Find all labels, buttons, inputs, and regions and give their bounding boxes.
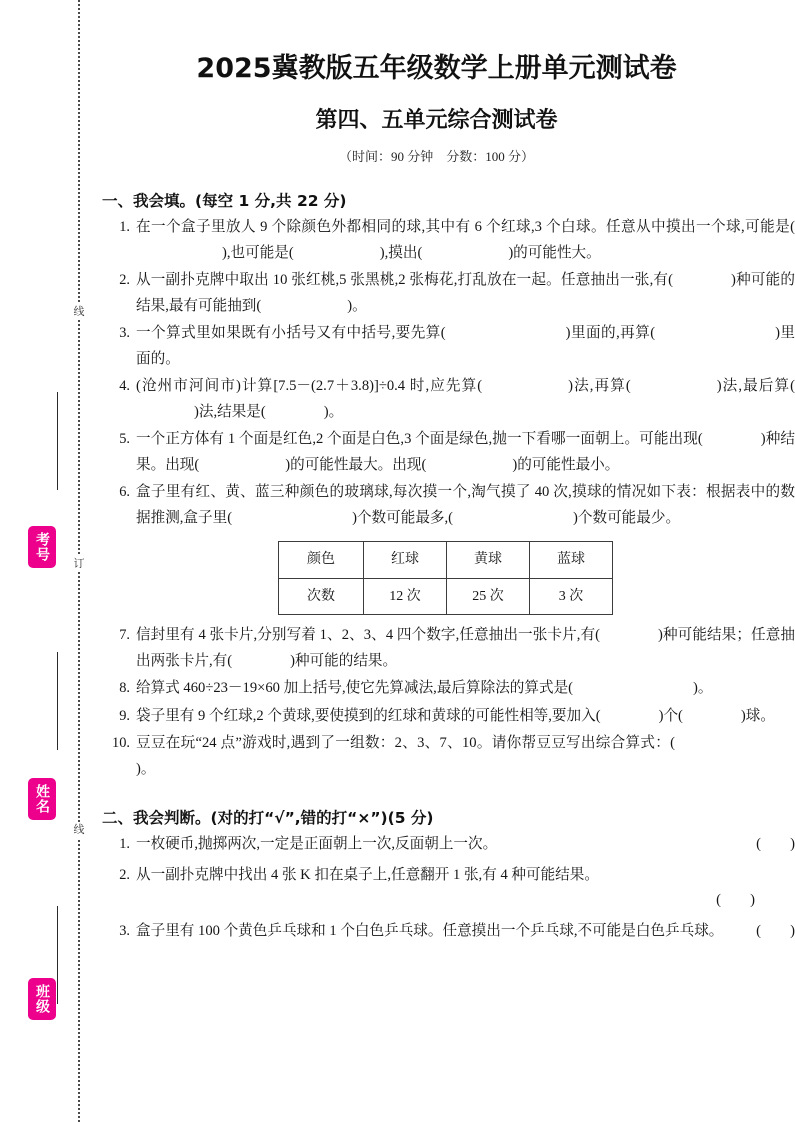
question-text-run: )的可能性大。 (508, 244, 601, 261)
question-text (136, 321, 795, 372)
seal-margin (0, 0, 100, 1122)
seal-badge-name (28, 778, 56, 820)
question-text (136, 704, 795, 730)
question-number: 6. (119, 484, 130, 500)
question-text (136, 731, 795, 782)
table-header-cell: 红球 (364, 542, 447, 579)
question-text-run: )个( (658, 707, 683, 724)
judge-question (100, 832, 795, 858)
fill-question-list (100, 215, 795, 782)
question-text (136, 623, 795, 674)
seal-rule-3 (57, 906, 58, 1004)
section-heading-fill: 一、我会填。(每空 1 分,共 22 分) (102, 192, 347, 210)
fill-question (100, 321, 795, 372)
seal-badge-exam-number-label: 考号 (34, 532, 50, 562)
question-text (136, 832, 795, 858)
true-false-answer-box[interactable]: ( ) (756, 836, 795, 852)
question-number: 5. (119, 431, 130, 447)
fill-question (100, 480, 795, 615)
question-text-run: ),摸出( (379, 244, 423, 261)
seal-char-line-bottom: 线 (69, 822, 89, 838)
question-number: 9. (119, 707, 130, 724)
question-text-run: 信封里有 4 张卡片,分别写着 1、2、3、4 四个数字,任意抽出一张卡片,有( (136, 627, 601, 643)
judge-question (100, 863, 795, 914)
question-text-run: 一个正方体有 1 个面是红色,2 个面是白色,3 个面是绿色,抛一下看哪一面朝上。可能出现( (136, 431, 703, 447)
seal-char-line-top: 线 (69, 304, 89, 320)
question-text-run: 盒子里有红、黄、蓝三种颜色的玻璃球,每次摸一个,淘气摸了 40 次,摸球的情况如下表：根据表中的数据推测,盒子里( (136, 484, 795, 526)
question-text-run: )个数可能最少。 (573, 509, 681, 526)
question-text-run: )。 (347, 297, 367, 314)
question-text-run: )的可能性最小。 (512, 456, 620, 473)
true-false-answer-row (136, 888, 795, 914)
question-text (136, 919, 795, 945)
question-text (136, 676, 795, 702)
fill-question (100, 623, 795, 674)
question-number: 4. (119, 378, 130, 394)
fill-question (100, 215, 795, 266)
fill-question (100, 427, 795, 478)
table-header-cell: 颜色 (279, 542, 364, 579)
question-number: 10. (112, 735, 130, 751)
question-text-run: )种可能的结果。 (290, 652, 398, 669)
question-text-run: )的可能性最大。出现( (285, 456, 427, 473)
question-text-run: ),也可能是( (222, 244, 294, 261)
table-cell: 次数 (279, 578, 364, 615)
table-cell: 3 次 (530, 578, 613, 615)
question-number: 2. (119, 272, 130, 288)
seal-char-bind: 订 (69, 556, 89, 572)
table-row (279, 578, 613, 615)
question-text-run: 豆豆在玩“24 点”游戏时,遇到了一组数：2、3、7、10。请你帮豆豆写出综合算式：( (136, 735, 675, 751)
question-text-run: )。 (136, 760, 156, 777)
judge-question (100, 919, 795, 945)
question-text (136, 374, 795, 425)
question-number: 2. (119, 866, 130, 883)
question-number: 3. (119, 325, 130, 341)
question-number: 7. (119, 627, 130, 643)
question-text-run: 从一副扑克牌中取出 10 张红桃,5 张黑桃,2 张梅花,打乱放在一起。任意抽出一张,有( (136, 272, 674, 288)
fill-question (100, 676, 795, 702)
table-cell: 25 次 (447, 578, 530, 615)
question-text-run: (沧州市河间市)计算[7.5－(2.7＋3.8)]÷0.4 时,应先算( (136, 378, 483, 394)
seal-badge-name-label: 姓名 (34, 784, 50, 814)
question-text-run: )。 (693, 680, 713, 696)
question-text-run: )法,再算( (568, 378, 631, 394)
judge-question-list (100, 832, 795, 944)
seal-rule-2 (57, 652, 58, 750)
question-text-run: )种可能的结果,最有可能抽到( (136, 272, 795, 314)
question-text-run: 在一个盒子里放人 9 个除颜色外都相同的球,其中有 6 个红球,3 个白球。任意从中摸出一个球,可能是( (136, 219, 795, 235)
table-header-cell: 黄球 (447, 542, 530, 579)
fill-question (100, 731, 795, 782)
question-text (136, 427, 795, 478)
seal-rule-1 (57, 392, 58, 490)
seal-badge-class-label: 班级 (34, 984, 50, 1014)
paper-content (100, 0, 795, 1122)
section-heading-judge: 二、我会判断。(对的打“√”,错的打“×”)(5 分) (102, 809, 434, 827)
fill-question (100, 704, 795, 730)
question-text-run: 盒子里有 100 个黄色乒乓球和 1 个白色乒乓球。任意摸出一个乒乓球,不可能是白色乒乓球。 (136, 922, 724, 939)
table-cell: 12 次 (364, 578, 447, 615)
question-text-run: )法,最后算( (716, 378, 795, 394)
question-text-run: 一个算式里如果既有小括号又有中括号,要先算( (136, 325, 446, 341)
page-meta: （时间：90 分钟 分数：100 分） (338, 149, 534, 164)
ball-draw-table-wrapper (136, 541, 795, 615)
fill-question (100, 268, 795, 319)
question-number: 3. (119, 922, 130, 939)
question-number: 1. (119, 219, 130, 235)
question-text-run: 一枚硬币,抛掷两次,一定是正面朝上一次,反面朝上一次。 (136, 836, 498, 852)
question-text-run: )里面的,再算( (565, 325, 656, 341)
question-text-run: )法,结果是( (194, 403, 266, 420)
question-text-run: )球。 (740, 707, 775, 724)
true-false-answer-box[interactable]: ( ) (716, 892, 755, 908)
question-number: 8. (119, 680, 130, 696)
question-text-run: 给算式 460÷23－19×60 加上括号,使它先算减法,最后算除法的算式是( (136, 680, 574, 696)
seal-badge-exam-number (28, 526, 56, 568)
question-text-run: )个数可能最多,( (352, 509, 454, 526)
question-text (136, 863, 795, 889)
fill-question (100, 374, 795, 425)
page-subtitle: 第四、五单元综合测试卷 (315, 108, 558, 133)
seal-badge-class (28, 978, 56, 1020)
table-header-cell: 蓝球 (530, 542, 613, 579)
question-text (136, 215, 795, 266)
ball-draw-table (278, 541, 613, 615)
question-text (136, 480, 795, 531)
page-title: 2025冀教版五年级数学上册单元测试卷 (196, 53, 677, 84)
question-text-run: 从一副扑克牌中找出 4 张 K 扣在桌子上,任意翻开 1 张,有 4 种可能结果。 (136, 866, 599, 883)
question-number: 1. (119, 836, 130, 852)
table-row (279, 542, 613, 579)
question-text-run: )里面的。 (136, 325, 795, 367)
question-text-run: )种可能结果；任意抽出两张卡片,有( (136, 627, 795, 669)
true-false-answer-box[interactable]: ( ) (756, 922, 795, 939)
question-text-run: )种结果。出现( (136, 431, 795, 473)
question-text (136, 268, 795, 319)
question-text-run: 袋子里有 9 个红球,2 个黄球,要使摸到的红球和黄球的可能性相等,要加入( (136, 707, 601, 724)
question-text-run: )。 (323, 403, 344, 420)
